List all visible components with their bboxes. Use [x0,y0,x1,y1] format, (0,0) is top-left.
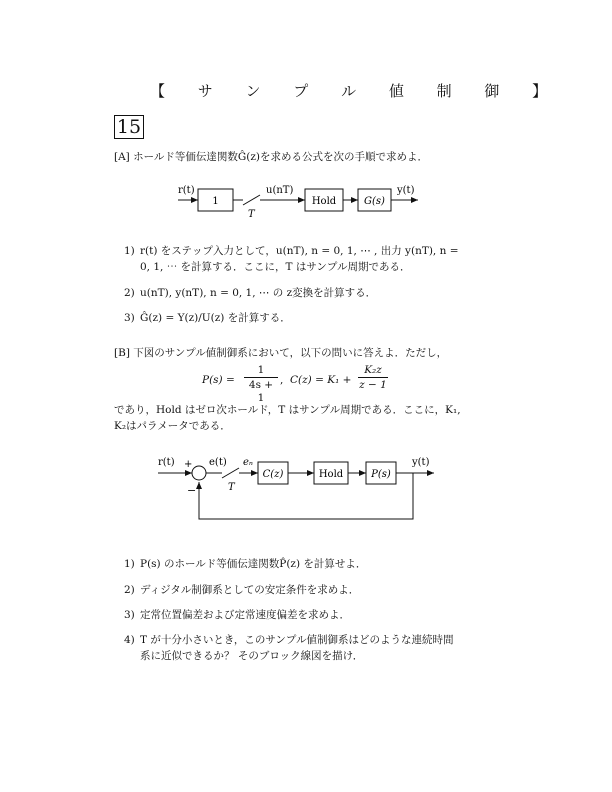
part-b-question-4 [124,633,504,665]
b-sampled-label: eₙ [243,457,253,468]
part-b-desc-line2: K₂はパラメータである． [114,420,231,432]
a-input-label: r(t) [178,185,195,196]
b-error-label: e(t) [209,457,227,468]
question-text-line1: P(s) のホールド等価伝達関数P̂(z) を計算せよ． [140,558,367,570]
question-number: 3) [124,609,135,621]
a-signal-label: u(nT) [266,185,294,196]
b-minus-sign: − [187,484,197,497]
part-b-desc-line1: であり，Hold はゼロ次ホールド，T はサンプル周期である．ここに，K₁, [114,404,461,416]
eq-p-lhs: P(s) = [202,374,235,386]
problem-number: 15 [114,115,144,139]
a-switch-label: T [248,209,255,220]
question-text-line1: 定常位置偏差および定常速度偏差を求めよ． [140,609,350,621]
b-c-label: C(z) [262,469,284,480]
question-number: 2) [124,584,135,596]
question-number: 4) [124,634,135,646]
b-input-label: r(t) [158,457,175,468]
question-text-line1: ディジタル制御系としての安定条件を求めよ． [140,584,360,596]
a-sampler-switch [243,195,260,205]
b-output-label: y(t) [412,457,430,468]
part-b-question-1 [124,557,504,573]
b-hold-label: Hold [318,469,344,480]
b-plus-sign: + [184,459,193,470]
step-number: 3) [124,312,135,324]
b-summing-junction [192,466,206,480]
a-block-1-label: 1 [212,196,219,207]
eq-p-denominator: 4s + 1 [248,379,274,404]
b-p-label: P(s) [371,469,391,480]
eq-c-numerator: K₂z [358,364,388,378]
eq-separator: , [280,374,284,386]
part-a-step-2 [124,286,504,302]
step-text-line2: 0, 1, ⋯ を計算する．ここに，T はサンプル周期である． [140,261,411,273]
step-text-line1: Ĝ(z) = Y(z)/U(z) を計算する． [140,312,291,324]
part-a-step-3 [124,311,504,327]
a-g-label: G(s) [364,196,385,207]
step-text-line1: r(t) をステップ入力として，u(nT), n = 0, 1, ⋯ , 出力 y(nT), n = [140,245,459,257]
page-title: 【 サ ン プ ル 値 制 御 】 [150,82,562,100]
b-switch-label: T [228,482,235,493]
step-text-line1: u(nT), y(nT), n = 0, 1, ⋯ の z変換を計算する． [140,287,377,299]
question-text-line2: 系に近似できるか？ そのブロック線図を描け． [140,650,364,662]
question-number: 1) [124,558,135,570]
a-hold-label: Hold [311,196,337,207]
part-a-intro: [A] ホールド等価伝達関数Ĝ(z)を求める公式を次の手順で求めよ． [114,151,429,163]
eq-c-lhs: C(z) = K₁ + [290,374,352,386]
question-text-line1: T が十分小さいとき，このサンプル値制御系はどのような連続時間 [140,634,454,646]
part-b-intro: [B] 下図のサンプル値制御系において，以下の問いに答えよ．ただし， [114,347,448,359]
part-a-step-1 [124,244,504,276]
step-number: 2) [124,287,135,299]
part-b-question-2 [124,583,504,599]
part-b-question-3 [124,608,504,624]
eq-c-denominator: z − 1 [359,379,387,391]
eq-p-numerator: 1 [244,364,278,378]
a-output-label: y(t) [397,185,415,196]
step-number: 1) [124,245,135,257]
b-sampler-switch [222,468,239,478]
